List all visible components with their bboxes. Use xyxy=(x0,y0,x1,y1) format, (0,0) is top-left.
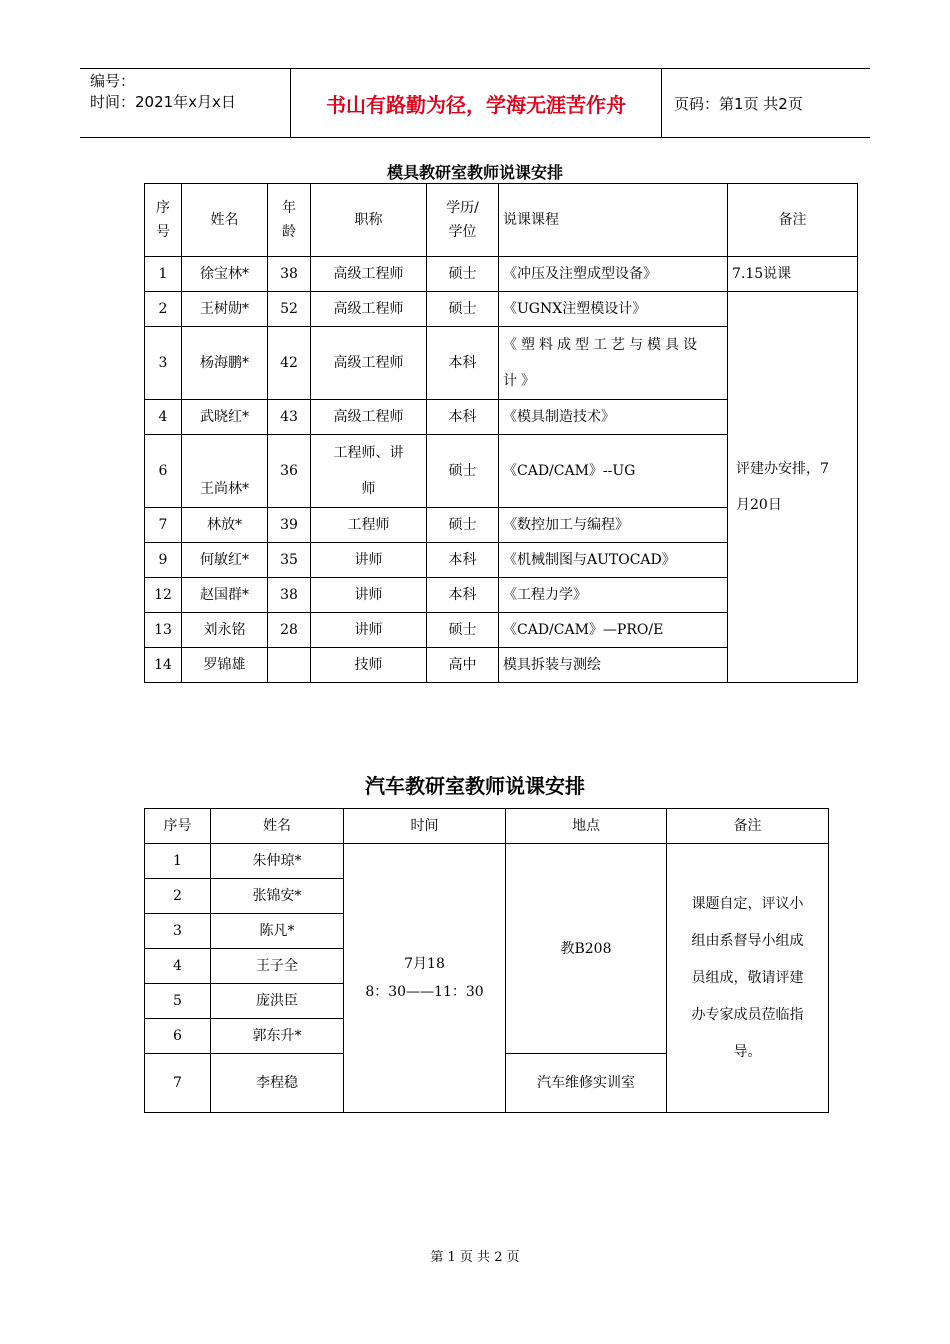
row-age: 39 xyxy=(268,508,311,543)
auto-schedule-table xyxy=(144,808,829,1113)
row-course: 《UGNX注塑模设计》 xyxy=(499,292,728,327)
page-footer: 第 1 页 共 2 页 xyxy=(430,1250,520,1265)
row-edu: 硕士 xyxy=(427,435,499,508)
row-title: 高级工程师 xyxy=(311,257,427,292)
row-age: 42 xyxy=(268,327,311,400)
row-title: 讲师 xyxy=(311,578,427,613)
row-edu: 硕士 xyxy=(427,508,499,543)
row-name: 朱仲琼* xyxy=(211,844,344,879)
row-course: 《CAD/CAM》--UG xyxy=(499,435,728,508)
row-no: 6 xyxy=(145,1019,211,1054)
row-name: 赵国群* xyxy=(182,578,268,613)
header-edu: 学历/ 学位 xyxy=(427,184,499,257)
header-note: 备注 xyxy=(728,184,858,257)
row-no: 7 xyxy=(145,508,182,543)
header-no: 序号 xyxy=(145,809,211,844)
doc-time-label: 时间：2021年x月x日 xyxy=(90,93,236,111)
row-course: 模具拆装与测绘 xyxy=(499,648,728,683)
row-age: 38 xyxy=(268,578,311,613)
row-title: 技师 xyxy=(311,648,427,683)
header-place: 地点 xyxy=(506,809,667,844)
row-note: 7.15说课 xyxy=(728,257,858,292)
doc-number-label: 编号： xyxy=(90,72,136,90)
header-age: 年 龄 xyxy=(268,184,311,257)
row-name: 郭东升* xyxy=(211,1019,344,1054)
row-name: 王尚林* xyxy=(182,435,268,508)
row-no: 5 xyxy=(145,984,211,1019)
table2-title: 汽车教研室教师说课安排 xyxy=(365,774,585,798)
row-course: 《模具制造技术》 xyxy=(499,400,728,435)
row-age xyxy=(268,648,311,683)
row-age: 52 xyxy=(268,292,311,327)
header-name: 姓名 xyxy=(211,809,344,844)
row-no: 4 xyxy=(145,949,211,984)
row-edu: 本科 xyxy=(427,578,499,613)
row-age: 28 xyxy=(268,613,311,648)
row-name: 王树勋* xyxy=(182,292,268,327)
row-title: 讲师 xyxy=(311,543,427,578)
row-name: 张锦安* xyxy=(211,879,344,914)
table-row xyxy=(145,257,858,292)
place-cell: 教B208 xyxy=(506,844,667,1054)
row-name: 徐宝林* xyxy=(182,257,268,292)
note-cell: 课题自定，评议小 组由系督导小组成 员组成，敬请评建 办专家成员莅临指 导。 xyxy=(667,844,829,1113)
row-age: 35 xyxy=(268,543,311,578)
row-name: 陈凡* xyxy=(211,914,344,949)
row-title: 高级工程师 xyxy=(311,327,427,400)
row-name: 罗锦雄 xyxy=(182,648,268,683)
row-no: 9 xyxy=(145,543,182,578)
row-edu: 本科 xyxy=(427,543,499,578)
row-title: 讲师 xyxy=(311,613,427,648)
table-row xyxy=(145,292,858,327)
time-cell: 7月18 8：30——11：30 xyxy=(344,844,506,1113)
row-course: 《塑料成型工艺与模具设 计》 xyxy=(499,327,728,400)
row-no: 12 xyxy=(145,578,182,613)
row-name: 杨海鹏* xyxy=(182,327,268,400)
row-course: 《CAD/CAM》—PRO/E xyxy=(499,613,728,648)
row-no: 14 xyxy=(145,648,182,683)
mold-schedule-table xyxy=(144,183,858,683)
row-course: 《数控加工与编程》 xyxy=(499,508,728,543)
row-no: 3 xyxy=(145,914,211,949)
header-motto: 书山有路勤为径，学海无涯苦作舟 xyxy=(290,69,662,137)
row-age: 43 xyxy=(268,400,311,435)
row-no: 1 xyxy=(145,257,182,292)
row-age: 36 xyxy=(268,435,311,508)
row-edu: 本科 xyxy=(427,400,499,435)
row-name: 刘永铭 xyxy=(182,613,268,648)
page-header xyxy=(80,68,870,138)
row-no: 1 xyxy=(145,844,211,879)
row-no: 2 xyxy=(145,879,211,914)
header-meta xyxy=(80,69,290,137)
row-name: 武晓红* xyxy=(182,400,268,435)
row-no: 4 xyxy=(145,400,182,435)
row-age: 38 xyxy=(268,257,311,292)
row-edu: 硕士 xyxy=(427,257,499,292)
row-course: 《机械制图与AUTOCAD》 xyxy=(499,543,728,578)
row-edu: 硕士 xyxy=(427,292,499,327)
row-title: 工程师 xyxy=(311,508,427,543)
header-course: 说课课程 xyxy=(499,184,728,257)
row-course: 《冲压及注塑成型设备》 xyxy=(499,257,728,292)
row-course: 《工程力学》 xyxy=(499,578,728,613)
row-name: 李程稳 xyxy=(211,1054,344,1113)
header-page-number: 页码：第1页 共2页 xyxy=(674,94,803,113)
row-title: 高级工程师 xyxy=(311,400,427,435)
table1-title: 模具教研室教师说课安排 xyxy=(386,163,563,182)
header-time: 时间 xyxy=(344,809,506,844)
header-title: 职称 xyxy=(311,184,427,257)
header-note: 备注 xyxy=(667,809,829,844)
row-name: 何敏红* xyxy=(182,543,268,578)
row-no: 3 xyxy=(145,327,182,400)
place-cell-last: 汽车维修实训室 xyxy=(506,1054,667,1113)
row-edu: 硕士 xyxy=(427,613,499,648)
table-header-row xyxy=(145,809,829,844)
row-edu: 高中 xyxy=(427,648,499,683)
row-no: 13 xyxy=(145,613,182,648)
row-edu: 本科 xyxy=(427,327,499,400)
row-no: 6 xyxy=(145,435,182,508)
row-no: 7 xyxy=(145,1054,211,1113)
header-name: 姓名 xyxy=(182,184,268,257)
row-name: 庞洪臣 xyxy=(211,984,344,1019)
merged-note: 评建办安排，7 月20日 xyxy=(728,292,858,683)
table-row xyxy=(145,844,829,879)
row-name: 王子全 xyxy=(211,949,344,984)
row-title: 高级工程师 xyxy=(311,292,427,327)
row-name: 林放* xyxy=(182,508,268,543)
header-no: 序 号 xyxy=(145,184,182,257)
table-header-row xyxy=(145,184,858,257)
row-title: 工程师、讲 师 xyxy=(311,435,427,508)
row-no: 2 xyxy=(145,292,182,327)
